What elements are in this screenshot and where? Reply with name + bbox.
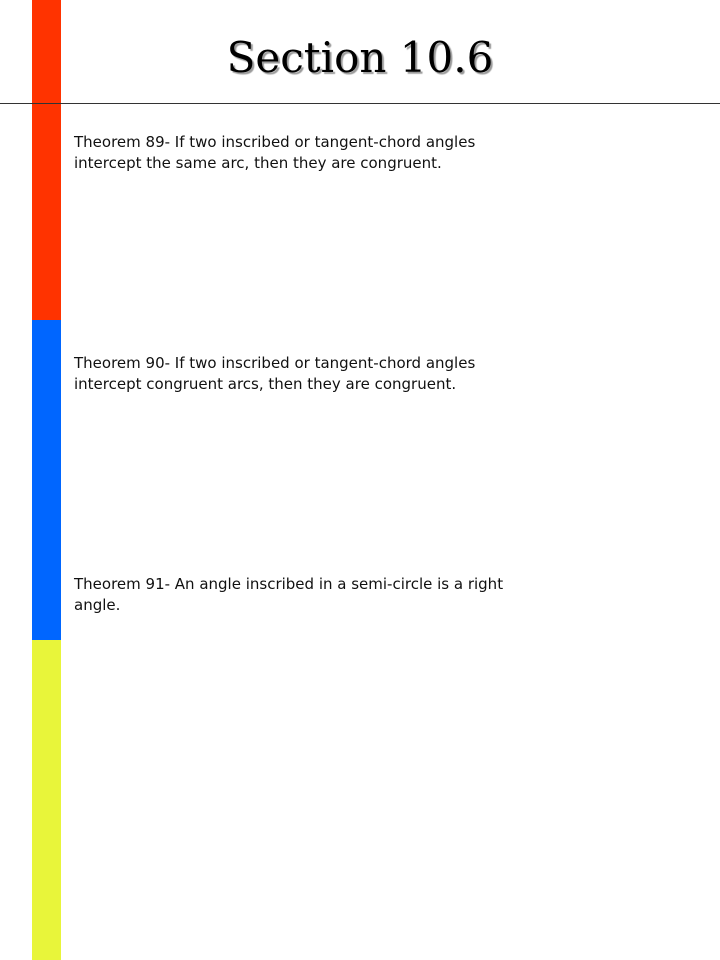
theorem-90: Theorem 90- If two inscribed or tangent-chord angles intercept congruent arcs, then they are congruent. (74, 354, 476, 393)
title-divider (0, 103, 720, 104)
accent-bar-yellow (32, 640, 61, 960)
accent-bar-blue (32, 320, 61, 640)
theorem-91: Theorem 91- An angle inscribed in a semi-circle is a right angle. (74, 575, 504, 614)
slide-title: Section 10.6 (226, 33, 494, 82)
theorem-89: Theorem 89- If two inscribed or tangent-chord angles intercept the same arc, then they are congruent. (74, 133, 476, 172)
